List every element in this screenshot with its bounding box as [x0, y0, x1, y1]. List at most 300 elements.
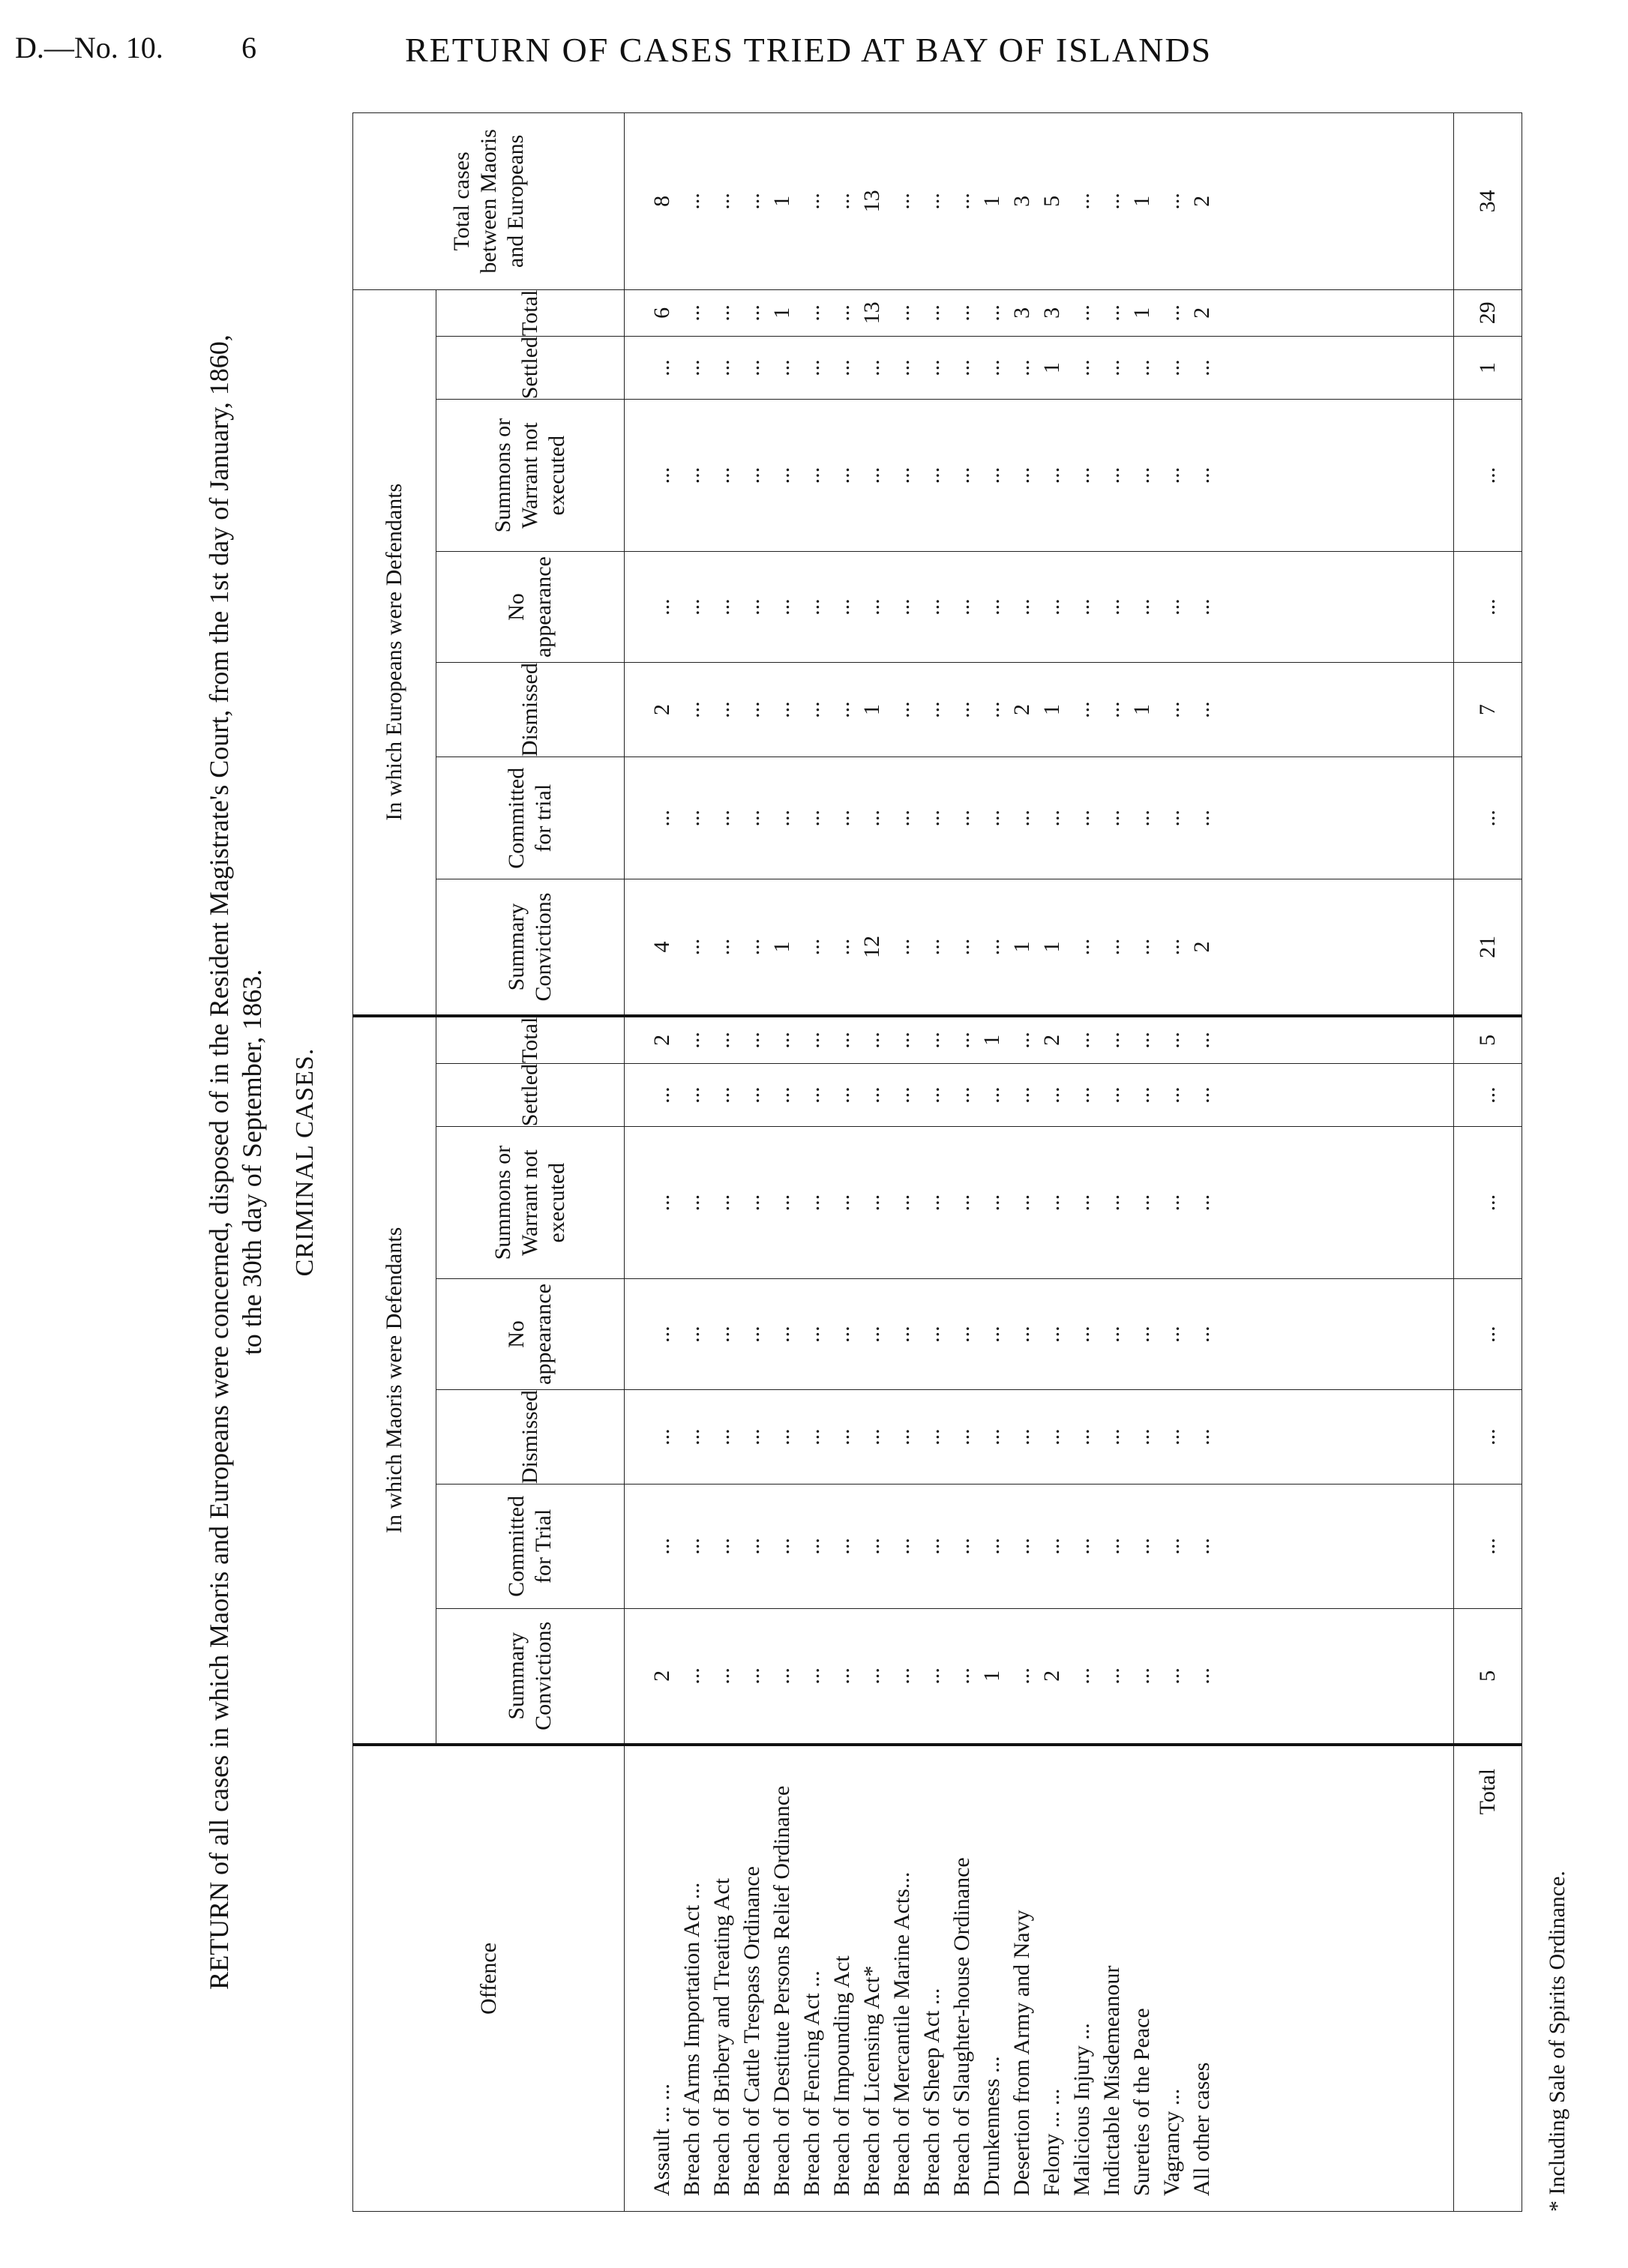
table-cell: 12: [859, 936, 884, 959]
table-cell: ...: [799, 1326, 824, 1343]
table-cell: ...: [799, 1667, 824, 1685]
table-cell: ...: [1189, 466, 1214, 484]
table-cell: ...: [1039, 1326, 1064, 1343]
table-cell: ...: [709, 304, 734, 322]
table-cell: ...: [889, 304, 914, 322]
table-cell: ...: [739, 810, 764, 827]
table-cell: ...: [889, 466, 914, 484]
table-cell: ...: [1009, 810, 1034, 827]
table-cell: ...: [739, 938, 764, 956]
offence-label: Indictable Misdemeanour: [1099, 1965, 1124, 2196]
table-cell: ...: [949, 1194, 974, 1212]
table-cell: ...: [979, 466, 1004, 484]
table-cell: ...: [1039, 1194, 1064, 1212]
table-cell: ...: [949, 701, 974, 718]
table-cell: ...: [1009, 1428, 1034, 1446]
european-column-header: Dismissed: [436, 663, 625, 757]
table-cell: ...: [889, 1428, 914, 1446]
european-column: [625, 879, 1454, 1016]
table-cell: ...: [1069, 359, 1094, 376]
table-cell: ...: [799, 701, 824, 718]
table-cell: ...: [709, 193, 734, 210]
table-cell: 1: [1009, 941, 1034, 953]
table-cell: ...: [889, 598, 914, 616]
table-cell: ...: [949, 1032, 974, 1049]
maori-column-header: Settled: [436, 1063, 625, 1126]
european-column-header: Summons or Warrant not executed: [436, 400, 625, 552]
table-cell: ...: [1009, 1086, 1034, 1104]
table-cell: 1: [1039, 704, 1064, 716]
page-number: 6: [241, 31, 256, 64]
table-cell: ...: [1039, 1086, 1064, 1104]
table-cell: ...: [1069, 701, 1094, 718]
table-cell: ...: [1069, 466, 1094, 484]
table-cell: ...: [739, 701, 764, 718]
table-cell: ...: [829, 1538, 854, 1555]
total-label: Total: [1454, 1745, 1522, 2212]
table-cell: ...: [859, 1326, 884, 1343]
table-cell: ...: [889, 1194, 914, 1212]
maori-column: [625, 1279, 1454, 1390]
table-cell: ...: [1099, 466, 1124, 484]
table-cell: ...: [919, 1428, 944, 1446]
table-cell: ...: [919, 1326, 944, 1343]
table-cell: 1: [1129, 704, 1154, 716]
table-cell: ...: [709, 466, 734, 484]
total-cell: ...: [1454, 1485, 1522, 1609]
table-cell: ...: [1129, 1086, 1154, 1104]
table-cell: 2: [1039, 1034, 1064, 1046]
table-cell: ...: [709, 1032, 734, 1049]
table-cell: ...: [1009, 1032, 1034, 1049]
table-cell: ...: [829, 1194, 854, 1212]
table-cell: ...: [889, 1538, 914, 1555]
section-title: CRIMINAL CASES.: [291, 1047, 319, 1277]
table-cell: ...: [1159, 701, 1184, 718]
table-cell: ...: [1129, 359, 1154, 376]
table-cell: ...: [829, 466, 854, 484]
table-cell: 2: [1189, 307, 1214, 319]
total-cell: 5: [1454, 1016, 1522, 1064]
offence-list: [625, 1745, 1454, 2212]
table-cell: ...: [1129, 1032, 1154, 1049]
table-cell: ...: [1039, 1538, 1064, 1555]
table-cell: ...: [829, 1667, 854, 1685]
european-column: [625, 400, 1454, 552]
table-cell: ...: [1189, 1194, 1214, 1212]
table-cell: ...: [1159, 810, 1184, 827]
table-cell: ...: [1129, 1428, 1154, 1446]
total-cell: ...: [1454, 1127, 1522, 1279]
table-cell: 13: [859, 301, 884, 325]
table-cell: 2: [649, 1670, 674, 1682]
table-cell: ...: [709, 810, 734, 827]
table-cell: ...: [1189, 810, 1214, 827]
table-cell: ...: [889, 359, 914, 376]
table-cell: ...: [829, 1326, 854, 1343]
table-cell: ...: [1009, 598, 1034, 616]
table-cell: ...: [1159, 1538, 1184, 1555]
table-cell: ...: [1189, 598, 1214, 616]
table-cell: ...: [919, 1194, 944, 1212]
table-cell: ...: [1189, 1667, 1214, 1685]
table-cell: ...: [859, 1667, 884, 1685]
table-cell: ...: [679, 1538, 704, 1555]
table-body-row: [625, 113, 1454, 2212]
total-cell: 21: [1454, 879, 1522, 1016]
table-cell: ...: [679, 810, 704, 827]
offence-label: Breach of Arms Importation Act ...: [679, 1882, 704, 2196]
table-cell: ...: [859, 1538, 884, 1555]
table-cell: ...: [799, 598, 824, 616]
table-cell: ...: [679, 466, 704, 484]
table-cell: ...: [829, 701, 854, 718]
table-cell: ...: [739, 1086, 764, 1104]
table-cell: 1: [979, 1670, 1004, 1682]
table-cell: ...: [769, 1667, 794, 1685]
table-cell: 1: [1129, 307, 1154, 319]
maori-column: [625, 1016, 1454, 1064]
table-cell: ...: [1099, 1667, 1124, 1685]
table-cell: ...: [1009, 1538, 1034, 1555]
table-cell: ...: [679, 938, 704, 956]
table-cell: 1: [859, 704, 884, 716]
table-cell: ...: [709, 598, 734, 616]
table-cell: ...: [739, 359, 764, 376]
table-cell: ...: [1009, 359, 1034, 376]
table-cell: ...: [1129, 1538, 1154, 1555]
maori-column-header: Total: [436, 1016, 625, 1064]
table-cell: ...: [1099, 1194, 1124, 1212]
table-cell: ...: [769, 359, 794, 376]
table-cell: ...: [679, 1667, 704, 1685]
table-cell: ...: [1069, 1667, 1094, 1685]
table-cell: ...: [1009, 466, 1034, 484]
european-column: [625, 336, 1454, 399]
table-cell: ...: [1099, 359, 1124, 376]
table-cell: ...: [1129, 1194, 1154, 1212]
table-cell: ...: [739, 466, 764, 484]
table-cell: ...: [829, 1086, 854, 1104]
criminal-cases-table: [352, 112, 1522, 2212]
table-cell: 5: [1039, 195, 1064, 207]
table-cell: ...: [1129, 938, 1154, 956]
table-cell: ...: [1189, 701, 1214, 718]
table-cell: ...: [799, 359, 824, 376]
table-cell: ...: [1069, 938, 1094, 956]
table-cell: ...: [979, 1538, 1004, 1555]
offence-label: Breach of Sheep Act ...: [919, 1988, 944, 2196]
table-cell: ...: [769, 1086, 794, 1104]
table-cell: ...: [919, 1086, 944, 1104]
table-cell: ...: [1069, 1086, 1094, 1104]
title-block: [202, 112, 319, 2212]
table-cell: ...: [1129, 466, 1154, 484]
offence-label: Breach of Slaughter-house Ordinance: [949, 1857, 974, 2196]
maori-column-header: Summons or Warrant not executed: [436, 1127, 625, 1279]
total-cell: ...: [1454, 757, 1522, 879]
table-cell: ...: [1159, 359, 1184, 376]
table-cell: ...: [679, 1194, 704, 1212]
table-cell: 2: [1189, 941, 1214, 953]
table-cell: ...: [1099, 701, 1124, 718]
total-cell: ...: [1454, 552, 1522, 663]
table-cell: ...: [649, 1194, 674, 1212]
table-cell: ...: [739, 304, 764, 322]
table-cell: ...: [739, 1428, 764, 1446]
table-cell: ...: [859, 1428, 884, 1446]
table-cell: ...: [1069, 1032, 1094, 1049]
table-cell: ...: [829, 193, 854, 210]
table-cell: ...: [1069, 1428, 1094, 1446]
table-cell: ...: [889, 810, 914, 827]
table-cell: ...: [979, 1326, 1004, 1343]
table-cell: ...: [949, 1326, 974, 1343]
table-cell: ...: [949, 304, 974, 322]
table-cell: ...: [1099, 1032, 1124, 1049]
table-cell: 1: [769, 941, 794, 953]
table-cell: ...: [949, 1538, 974, 1555]
table-cell: ...: [1159, 1194, 1184, 1212]
table-cell: ...: [889, 701, 914, 718]
table-cell: ...: [679, 304, 704, 322]
table-cell: ...: [979, 598, 1004, 616]
table-cell: ...: [949, 193, 974, 210]
table-cell: ...: [889, 1667, 914, 1685]
table-cell: ...: [709, 1538, 734, 1555]
maori-column: [625, 1390, 1454, 1485]
table-cell: ...: [919, 1538, 944, 1555]
table-cell: ...: [919, 466, 944, 484]
table-cell: ...: [979, 1086, 1004, 1104]
table-cell: ...: [769, 598, 794, 616]
table-cell: ...: [769, 1326, 794, 1343]
table-cell: ...: [979, 1428, 1004, 1446]
table-cell: 3: [1009, 307, 1034, 319]
table-cell: ...: [1009, 1326, 1034, 1343]
table-cell: ...: [919, 359, 944, 376]
table-cell: ...: [769, 1032, 794, 1049]
table-cell: ...: [1039, 598, 1064, 616]
table-cell: ...: [739, 1194, 764, 1212]
table-cell: ...: [1159, 1326, 1184, 1343]
table-cell: ...: [649, 1326, 674, 1343]
table-cell: ...: [709, 1667, 734, 1685]
offence-label: Sureties of the Peace: [1129, 2008, 1154, 2196]
maori-column: [625, 1608, 1454, 1745]
table-cell: 6: [649, 307, 674, 319]
table-cell: ...: [919, 1032, 944, 1049]
table-cell: ...: [1159, 193, 1184, 210]
table-cell: ...: [1159, 1032, 1184, 1049]
total-cell: 34: [1454, 113, 1522, 290]
running-head: [0, 30, 1628, 75]
maori-column-header: Summary Convictions: [436, 1608, 625, 1745]
european-column: [625, 757, 1454, 879]
table-cell: ...: [709, 938, 734, 956]
table-cell: ...: [679, 193, 704, 210]
table-cell: ...: [1099, 1428, 1124, 1446]
total-cell: 5: [1454, 1608, 1522, 1745]
table-cell: ...: [1069, 193, 1094, 210]
table-cell: 2: [649, 704, 674, 716]
table-cell: ...: [829, 359, 854, 376]
table-cell: ...: [799, 1032, 824, 1049]
table-cell: ...: [1129, 1667, 1154, 1685]
table-cell: 4: [649, 941, 674, 953]
table-cell: ...: [1129, 598, 1154, 616]
table-cell: ...: [979, 359, 1004, 376]
table-cell: ...: [1069, 598, 1094, 616]
offence-label: Malicious Injury ...: [1069, 2023, 1094, 2196]
table-cell: ...: [1069, 1538, 1094, 1555]
table-cell: ...: [859, 598, 884, 616]
european-column: [625, 552, 1454, 663]
table-cell: ...: [1189, 1086, 1214, 1104]
table-cell: ...: [769, 466, 794, 484]
table-cell: ...: [859, 1086, 884, 1104]
table-cell: ...: [1099, 598, 1124, 616]
table-cell: ...: [709, 701, 734, 718]
table-cell: 1: [769, 307, 794, 319]
table-cell: ...: [1129, 1326, 1154, 1343]
table-cell: ...: [739, 1667, 764, 1685]
page-heading: RETURN OF CASES TRIED AT BAY OF ISLANDS: [405, 31, 1213, 69]
table-cell: ...: [799, 810, 824, 827]
table-cell: ...: [709, 1326, 734, 1343]
table-cell: 2: [649, 1034, 674, 1046]
table-cell: ...: [1039, 1428, 1064, 1446]
offence-label: Breach of Fencing Act ...: [799, 1970, 824, 2196]
table-cell: ...: [919, 304, 944, 322]
offence-label: Breach of Licensing Act*: [859, 1965, 884, 2196]
table-cell: 1: [979, 195, 1004, 207]
table-cell: ...: [1189, 1326, 1214, 1343]
table-cell: ...: [649, 1428, 674, 1446]
table-cell: ...: [979, 938, 1004, 956]
total-cell: 1: [1454, 336, 1522, 399]
table-cell: 1: [769, 195, 794, 207]
table-cell: ...: [1189, 1428, 1214, 1446]
table-cell: ...: [709, 1086, 734, 1104]
table-cell: ...: [1159, 598, 1184, 616]
table-cell: ...: [829, 304, 854, 322]
table-cell: ...: [889, 193, 914, 210]
total-row: [1454, 113, 1522, 2212]
table-cell: ...: [649, 466, 674, 484]
table-cell: ...: [1039, 810, 1064, 827]
table-cell: ...: [1069, 810, 1094, 827]
table-cell: ...: [829, 810, 854, 827]
table-cell: ...: [1099, 938, 1124, 956]
table-cell: ...: [769, 1428, 794, 1446]
table-cell: ...: [1159, 304, 1184, 322]
table-cell: ...: [739, 1538, 764, 1555]
european-column-header: Summary Convictions: [436, 879, 625, 1016]
european-column-header: Total: [436, 289, 625, 336]
maori-defendants-header: In which Maoris were Defendants: [353, 1016, 436, 1745]
table-cell: ...: [679, 1428, 704, 1446]
table-cell: ...: [739, 193, 764, 210]
table-cell: ...: [799, 193, 824, 210]
table-cell: ...: [979, 701, 1004, 718]
offence-label: Desertion from Army and Navy: [1009, 1910, 1034, 2196]
grand-total-column: [625, 113, 1454, 290]
european-column-header: No appearance: [436, 552, 625, 663]
footnote: * Including Sale of Spirits Ordinance.: [1545, 1871, 1570, 2212]
table-cell: ...: [1129, 810, 1154, 827]
offence-label: Breach of Impounding Act: [829, 1955, 854, 2196]
table-cell: ...: [1099, 1086, 1124, 1104]
table-cell: ...: [919, 810, 944, 827]
table-cell: ...: [709, 1428, 734, 1446]
table-cell: ...: [829, 938, 854, 956]
offence-label: Breach of Mercantile Marine Acts...: [889, 1871, 914, 2196]
table-cell: ...: [829, 1428, 854, 1446]
table-cell: ...: [799, 938, 824, 956]
table-cell: ...: [679, 1326, 704, 1343]
table-cell: ...: [829, 598, 854, 616]
table-cell: ...: [949, 359, 974, 376]
total-cell: ...: [1454, 1390, 1522, 1485]
table-cell: ...: [709, 359, 734, 376]
table-cell: ...: [1159, 1086, 1184, 1104]
maori-column-header: Dismissed: [436, 1390, 625, 1485]
table-cell: ...: [709, 1194, 734, 1212]
table-cell: ...: [1009, 1194, 1034, 1212]
maori-column-header: No appearance: [436, 1279, 625, 1390]
table-cell: ...: [1069, 1326, 1094, 1343]
offence-label: Drunkenness ...: [979, 2056, 1004, 2196]
table-cell: ...: [859, 1194, 884, 1212]
table-cell: ...: [949, 1667, 974, 1685]
total-cell: ...: [1454, 1279, 1522, 1390]
table-cell: ...: [799, 304, 824, 322]
table-cell: ...: [739, 598, 764, 616]
table-cell: ...: [889, 1086, 914, 1104]
table-cell: ...: [889, 938, 914, 956]
offence-label: All other cases: [1189, 2062, 1214, 2196]
table-cell: ...: [769, 1194, 794, 1212]
table-cell: ...: [649, 359, 674, 376]
table-cell: ...: [1009, 1667, 1034, 1685]
table-cell: ...: [739, 1326, 764, 1343]
maori-column: [625, 1127, 1454, 1279]
table-cell: ...: [829, 1032, 854, 1049]
table-cell: 1: [1039, 362, 1064, 374]
table-cell: ...: [739, 1032, 764, 1049]
table-cell: ...: [649, 1538, 674, 1555]
grand-total-header: Total cases between Maoris and Europeans: [353, 113, 625, 290]
table-cell: ...: [1159, 1428, 1184, 1446]
table-cell: 1: [1129, 195, 1154, 207]
table-cell: ...: [1069, 304, 1094, 322]
offence-header: Offence: [353, 1745, 625, 2212]
table-cell: ...: [769, 701, 794, 718]
table-cell: ...: [979, 810, 1004, 827]
table-cell: ...: [649, 810, 674, 827]
table-cell: ...: [889, 1032, 914, 1049]
table-cell: ...: [949, 598, 974, 616]
table-cell: ...: [859, 810, 884, 827]
table-cell: 1: [1039, 941, 1064, 953]
table-cell: ...: [919, 598, 944, 616]
table-cell: ...: [949, 1086, 974, 1104]
maori-column: [625, 1485, 1454, 1609]
table-cell: ...: [679, 598, 704, 616]
table-cell: ...: [799, 1086, 824, 1104]
table-cell: 3: [1039, 307, 1064, 319]
